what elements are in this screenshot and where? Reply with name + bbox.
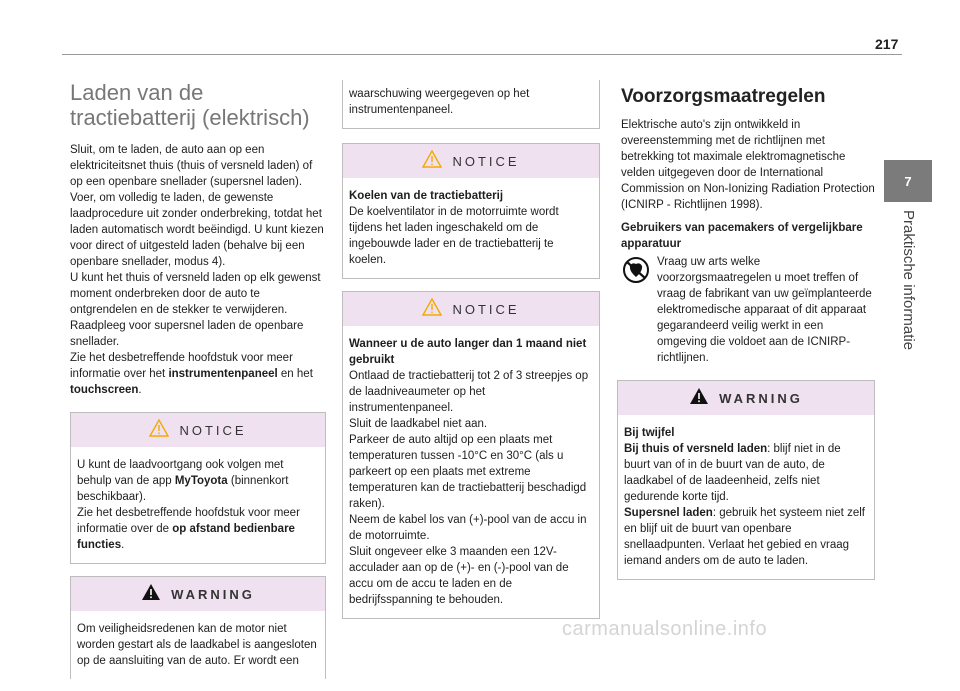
intro-text: Zie het desbetreffende hoofdstuk voor meer informatie over het <box>70 352 293 380</box>
warning-box-continued <box>342 80 600 129</box>
notice-text <box>77 505 317 553</box>
notice-text: Neem de kabel los van (+)-pool van de accu in de motorruimte. <box>349 514 587 542</box>
notice-box-cooling <box>342 143 600 279</box>
section-title-precautions: Voorzorgsmaatregelen <box>621 86 826 107</box>
page-number: 217 <box>875 36 899 52</box>
notice-text: De koelventilator in de motorruimte wordt tijdens het laden ingeschakeld om de ingebouwde lader en de tractiebatterij te koelen. <box>349 206 559 266</box>
notice-body <box>343 178 599 278</box>
notice-header <box>343 292 599 326</box>
notice-text: Parkeer de auto altijd op een plaats met temperaturen tussen -10°C en 30°C (als u parkeert op een plaats met extreme temperaturen kan de tractiebatterij beschadigd raken). <box>349 434 587 510</box>
notice-triangle-icon <box>149 419 169 442</box>
warning-text <box>624 441 866 505</box>
app-name: MyToyota <box>174 475 228 487</box>
column-3 <box>617 80 875 592</box>
intro-text: en het <box>277 368 313 380</box>
warning-text-part: : blijf niet in de buurt van of in de buurt van de auto, de laadkabel of de laadeenheid, zelfs niet gedurende korte tijd. <box>624 443 841 503</box>
notice-label: NOTICE <box>452 301 520 317</box>
watermark: carmanualsonline.info <box>562 618 768 640</box>
touchscreen-ref: touchscreen <box>70 384 139 396</box>
column-1 <box>70 80 326 691</box>
column-2 <box>342 80 600 631</box>
fast-charging-label: Supersnel laden <box>624 507 713 519</box>
notice-label: NOTICE <box>452 153 520 169</box>
notice-header <box>71 413 325 447</box>
warning-title: Bij twijfel <box>624 427 675 439</box>
section-title-charging: Laden van de tractiebatterij (elektrisch) <box>70 80 310 130</box>
notice-body <box>71 447 325 563</box>
home-charging-label: Bij thuis of versneld laden <box>624 443 768 455</box>
notice-title: Koelen van de tractiebatterij <box>349 190 504 202</box>
remote-functions-ref: op afstand bedienbare functies <box>77 523 295 551</box>
warning-label: WARNING <box>171 586 255 602</box>
warning-body <box>618 415 874 579</box>
notice-triangle-icon <box>422 298 442 321</box>
warning-triangle-icon <box>141 583 161 606</box>
warning-text-continued: waarschuwing weergegeven op het instrumentenpaneel. <box>349 88 530 116</box>
pacemaker-row <box>621 254 875 366</box>
notice-header <box>343 144 599 178</box>
warning-text: Om veiligheidsredenen kan de motor niet worden gestart als de laadkabel is aangesloten op de aansluiting van de auto. Er wordt een <box>77 623 317 667</box>
notice-label: NOTICE <box>179 422 247 438</box>
warning-box-engine <box>70 576 326 679</box>
warning-text <box>624 505 866 569</box>
intro-paragraph-2: Voer, om volledig te laden, de gewenste laadprocedure uit zonder onderbreking, totdat het laden automatisch wordt beëindigd. U kunt kiezen voor direct of uitgesteld laden (behalve bij een openbare snellader, modus 4). <box>70 192 324 268</box>
notice-triangle-icon <box>422 150 442 173</box>
notice-text: Ontlaad de tractiebatterij tot 2 of 3 streepjes op de laadniveaumeter op het instrumentenpaneel. <box>349 370 589 414</box>
warning-box-doubt <box>617 380 875 580</box>
intro-text: . <box>138 384 142 396</box>
chapter-title: Praktische informatie <box>900 210 917 351</box>
notice-text-part: U kunt de laadvoortgang ook volgen met behulp van de app <box>77 459 284 487</box>
notice-text-part: . <box>121 539 125 551</box>
notice-text <box>77 457 317 505</box>
warning-header <box>618 381 874 415</box>
notice-box-app <box>70 412 326 564</box>
notice-text: Sluit ongeveer elke 3 maanden een 12V-acculader aan op de (+)- en (-)-pool van de accu om de accu te laden en de bedrijfsspanning te behouden. <box>349 546 569 606</box>
warning-body <box>71 611 325 679</box>
warning-label: WARNING <box>719 390 803 406</box>
chapter-title-vertical <box>897 210 921 390</box>
notice-text-part: Zie het desbetreffende hoofdstuk voor meer informatie over de <box>77 507 300 535</box>
intro-paragraph-1: Sluit, om te laden, de auto aan op een elektriciteitsnet thuis (thuis of versneld laden) of op een openbare snellader (supersnel laden). <box>70 144 313 188</box>
intro-paragraph-3: U kunt het thuis of versneld laden op elk gewenst moment onderbreken door de auto te ontgrendelen en de stekker te verwijderen. Raadpleeg voor supersnel laden de openbare snellader. <box>70 272 321 348</box>
pacemaker-text: Vraag uw arts welke voorzorgsmaatregelen u moet treffen of vraag de fabrikant van uw geïmplanteerde elektromedische apparaat of dit apparaat gegarandeerd veilig werkt in een omgeving die voldoet aan de ICNIRP-richtlijnen. <box>657 256 872 364</box>
notice-body <box>343 326 599 618</box>
intro-paragraph-4 <box>70 350 326 398</box>
warning-text-part: : gebruik het systeem niet zelf en blijf uit de buurt van openbare snellaadpunten. Verlaat het gebied en vraag iemand anders om de auto te laden. <box>624 507 865 567</box>
precautions-intro: Elektrische auto's zijn ontwikkeld in overeenstemming met de richtlijnen met betrekking tot maximale elektromagnetische velden uitgegeven door de International Commission on Non-Ionizing Radiation Protection (ICNIRP - Richtlijnen 1998). <box>621 119 875 211</box>
no-pacemaker-icon <box>621 256 651 366</box>
warning-triangle-icon <box>689 387 709 410</box>
chapter-tab[interactable] <box>884 160 932 202</box>
header-rule <box>62 54 902 55</box>
notice-box-storage <box>342 291 600 619</box>
warning-header <box>71 577 325 611</box>
notice-text: Sluit de laadkabel niet aan. <box>349 418 488 430</box>
pacemaker-subtitle: Gebruikers van pacemakers of vergelijkbare apparatuur <box>621 222 863 250</box>
instrument-panel-ref: instrumentenpaneel <box>168 368 278 380</box>
chapter-number: 7 <box>904 173 912 189</box>
warning-body-continued <box>343 80 599 128</box>
notice-text-part: (binnenkort beschikbaar). <box>77 475 289 503</box>
notice-title: Wanneer u de auto langer dan 1 maand niet gebruikt <box>349 338 587 366</box>
